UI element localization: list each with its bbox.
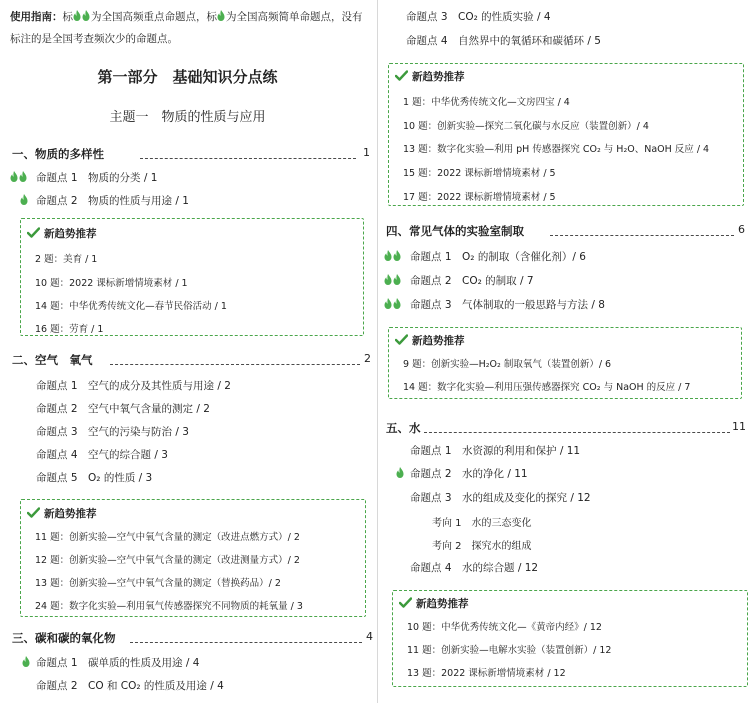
trend-item[interactable]: 11 题：创新实验—电解水实验（装置创新）/ 12 <box>407 645 612 656</box>
flame-group <box>10 171 36 184</box>
trend-item[interactable]: 24 题：数字化实验—利用氧气传感器探究不同物质的耗氧量 / 3 <box>35 601 303 612</box>
topic-item[interactable]: 命题点 3 空气的污染与防治 / 3 <box>36 426 189 438</box>
flame-icon <box>393 274 401 285</box>
section-title[interactable]: 三、碳和碳的氧化物 <box>12 631 116 645</box>
flame-icon <box>82 10 90 21</box>
flame-icon <box>396 467 404 478</box>
check-icon <box>27 227 40 238</box>
flame-icon <box>10 171 18 182</box>
trend-box-title: 新趋势推荐 <box>27 506 97 521</box>
section-page: 4 <box>366 630 373 643</box>
section-page: 11 <box>732 420 746 433</box>
trend-box-title: 新趋势推荐 <box>399 596 469 611</box>
topic-text: 命题点 3 气体制取的一般思路与方法 / 8 <box>410 299 605 311</box>
topic-item[interactable] <box>384 249 586 264</box>
flame-icon <box>384 274 392 285</box>
section-title[interactable]: 一、物质的多样性 <box>12 147 104 161</box>
trend-box <box>392 590 748 687</box>
usage-note-text: 为全国高频简单命题点，没有标注的是全国考查频次少的命题点。 <box>10 11 363 45</box>
flame-icon <box>384 298 392 309</box>
topic-item[interactable] <box>384 297 605 312</box>
flame-group <box>10 194 36 207</box>
topic-text: 命题点 1 O₂ 的制取（含催化剂）/ 6 <box>410 251 586 263</box>
trend-item[interactable]: 15 题：2022 课标新增情境素材 / 5 <box>403 168 556 179</box>
leader-line <box>424 432 730 433</box>
trend-box-title: 新趋势推荐 <box>395 69 465 84</box>
usage-note-label: 使用指南： <box>10 11 63 23</box>
topic-text: 命题点 1 物质的分类 / 1 <box>36 172 158 184</box>
check-icon <box>395 334 408 345</box>
leader-line <box>140 158 356 159</box>
topic-text: 命题点 2 CO₂ 的制取 / 7 <box>410 275 534 287</box>
section-page: 6 <box>738 223 745 236</box>
topic-item[interactable]: 命题点 2 CO 和 CO₂ 的性质及用途 / 4 <box>36 680 224 692</box>
flame-group <box>384 250 410 263</box>
flame-icon <box>393 298 401 309</box>
topic-item[interactable] <box>10 170 157 185</box>
flame-icon <box>20 194 28 205</box>
flame-icon <box>73 10 81 21</box>
trend-box <box>388 327 742 399</box>
trend-item[interactable]: 1 题：中华优秀传统文化—文房四宝 / 4 <box>403 97 570 108</box>
trend-item[interactable]: 10 题：2022 课标新增情境素材 / 1 <box>35 278 188 289</box>
topic-text: 命题点 2 水的净化 / 11 <box>410 468 528 480</box>
check-icon <box>395 70 408 81</box>
trend-box-title: 新趋势推荐 <box>395 333 465 348</box>
topic-item[interactable]: 命题点 2 空气中氧气含量的测定 / 2 <box>36 403 210 415</box>
sub-topic-item[interactable]: 考向 1 水的三态变化 <box>432 518 532 529</box>
leader-line <box>550 235 734 236</box>
section-page: 1 <box>363 146 370 159</box>
sub-topic-item[interactable]: 考向 2 探究水的组成 <box>432 541 532 552</box>
trend-box <box>388 63 744 206</box>
topic-item[interactable] <box>22 655 199 670</box>
section-title[interactable]: 四、常见气体的实验室制取 <box>386 224 524 238</box>
leader-line <box>130 642 362 643</box>
trend-item[interactable]: 13 题：创新实验—空气中氧气含量的测定（替换药品）/ 2 <box>35 578 281 589</box>
trend-item[interactable]: 11 题：创新实验—空气中氧气含量的测定（改进点燃方式）/ 2 <box>35 532 300 543</box>
topic-item[interactable]: 命题点 1 水资源的利用和保护 / 11 <box>410 445 581 457</box>
leader-line <box>110 364 360 365</box>
trend-item[interactable]: 10 题：中华优秀传统文化—《黄帝内经》/ 12 <box>407 622 602 633</box>
topic-item[interactable]: 命题点 4 自然界中的氧循环和碳循环 / 5 <box>406 35 601 47</box>
trend-item[interactable]: 17 题：2022 课标新增情境素材 / 5 <box>403 192 556 203</box>
trend-item[interactable]: 9 题：创新实验—H₂O₂ 制取氧气（装置创新）/ 6 <box>403 359 612 370</box>
usage-note <box>10 6 368 50</box>
trend-item[interactable]: 14 题：数字化实验—利用压强传感器探究 CO₂ 与 NaOH 的反应 / 7 <box>403 382 691 393</box>
trend-box-title: 新趋势推荐 <box>27 226 97 241</box>
topic-item[interactable]: 命题点 3 CO₂ 的性质实验 / 4 <box>406 11 551 23</box>
check-icon <box>399 597 412 608</box>
section-title[interactable]: 二、空气 氧气 <box>12 353 93 367</box>
flame-icon <box>19 171 27 182</box>
column-divider <box>377 0 378 703</box>
trend-item[interactable]: 13 题：2022 课标新增情境素材 / 12 <box>407 668 566 679</box>
flame-group <box>22 656 36 669</box>
part-title: 第一部分 基础知识分点练 <box>97 68 278 86</box>
trend-item[interactable]: 10 题：创新实验—探究二氧化碳与水反应（装置创新）/ 4 <box>403 121 649 132</box>
section-page: 2 <box>364 352 371 365</box>
flame-group <box>396 467 410 480</box>
topic-text: 命题点 1 碳单质的性质及用途 / 4 <box>36 657 200 669</box>
trend-item[interactable]: 2 题：美育 / 1 <box>35 254 98 265</box>
trend-item[interactable]: 14 题：中华优秀传统文化—春节民俗活动 / 1 <box>35 301 227 312</box>
theme-title: 主题一 物质的性质与应用 <box>109 110 266 125</box>
trend-item[interactable]: 12 题：创新实验—空气中氧气含量的测定（改进测量方式）/ 2 <box>35 555 300 566</box>
section-title[interactable]: 五、水 <box>386 421 421 435</box>
flame-group <box>384 274 410 287</box>
flame-icon <box>384 250 392 261</box>
topic-item[interactable]: 命题点 4 水的综合题 / 12 <box>410 562 539 574</box>
trend-box <box>20 499 366 617</box>
topic-item[interactable]: 命题点 4 空气的综合题 / 3 <box>36 449 168 461</box>
trend-box <box>20 218 364 336</box>
topic-item[interactable] <box>10 193 189 208</box>
flame-icon <box>22 656 30 667</box>
trend-item[interactable]: 16 题：劳育 / 1 <box>35 324 104 335</box>
check-icon <box>27 507 40 518</box>
trend-item[interactable]: 13 题：数字化实验—利用 pH 传感器探究 CO₂ 与 H₂O、NaOH 反应 / 4 <box>403 144 710 155</box>
flame-group <box>384 298 410 311</box>
usage-note-text: 为全国高频重点命题点，标 <box>91 11 217 23</box>
topic-item[interactable] <box>384 273 534 288</box>
topic-item[interactable] <box>396 466 528 481</box>
flame-icon <box>217 10 225 21</box>
topic-item[interactable]: 命题点 1 空气的成分及其性质与用途 / 2 <box>36 380 231 392</box>
topic-item[interactable]: 命题点 3 水的组成及变化的探究 / 12 <box>410 492 591 504</box>
flame-icon <box>393 250 401 261</box>
topic-text: 命题点 2 物质的性质与用途 / 1 <box>36 195 189 207</box>
topic-item[interactable]: 命题点 5 O₂ 的性质 / 3 <box>36 472 153 484</box>
usage-note-text: 标 <box>62 11 73 23</box>
